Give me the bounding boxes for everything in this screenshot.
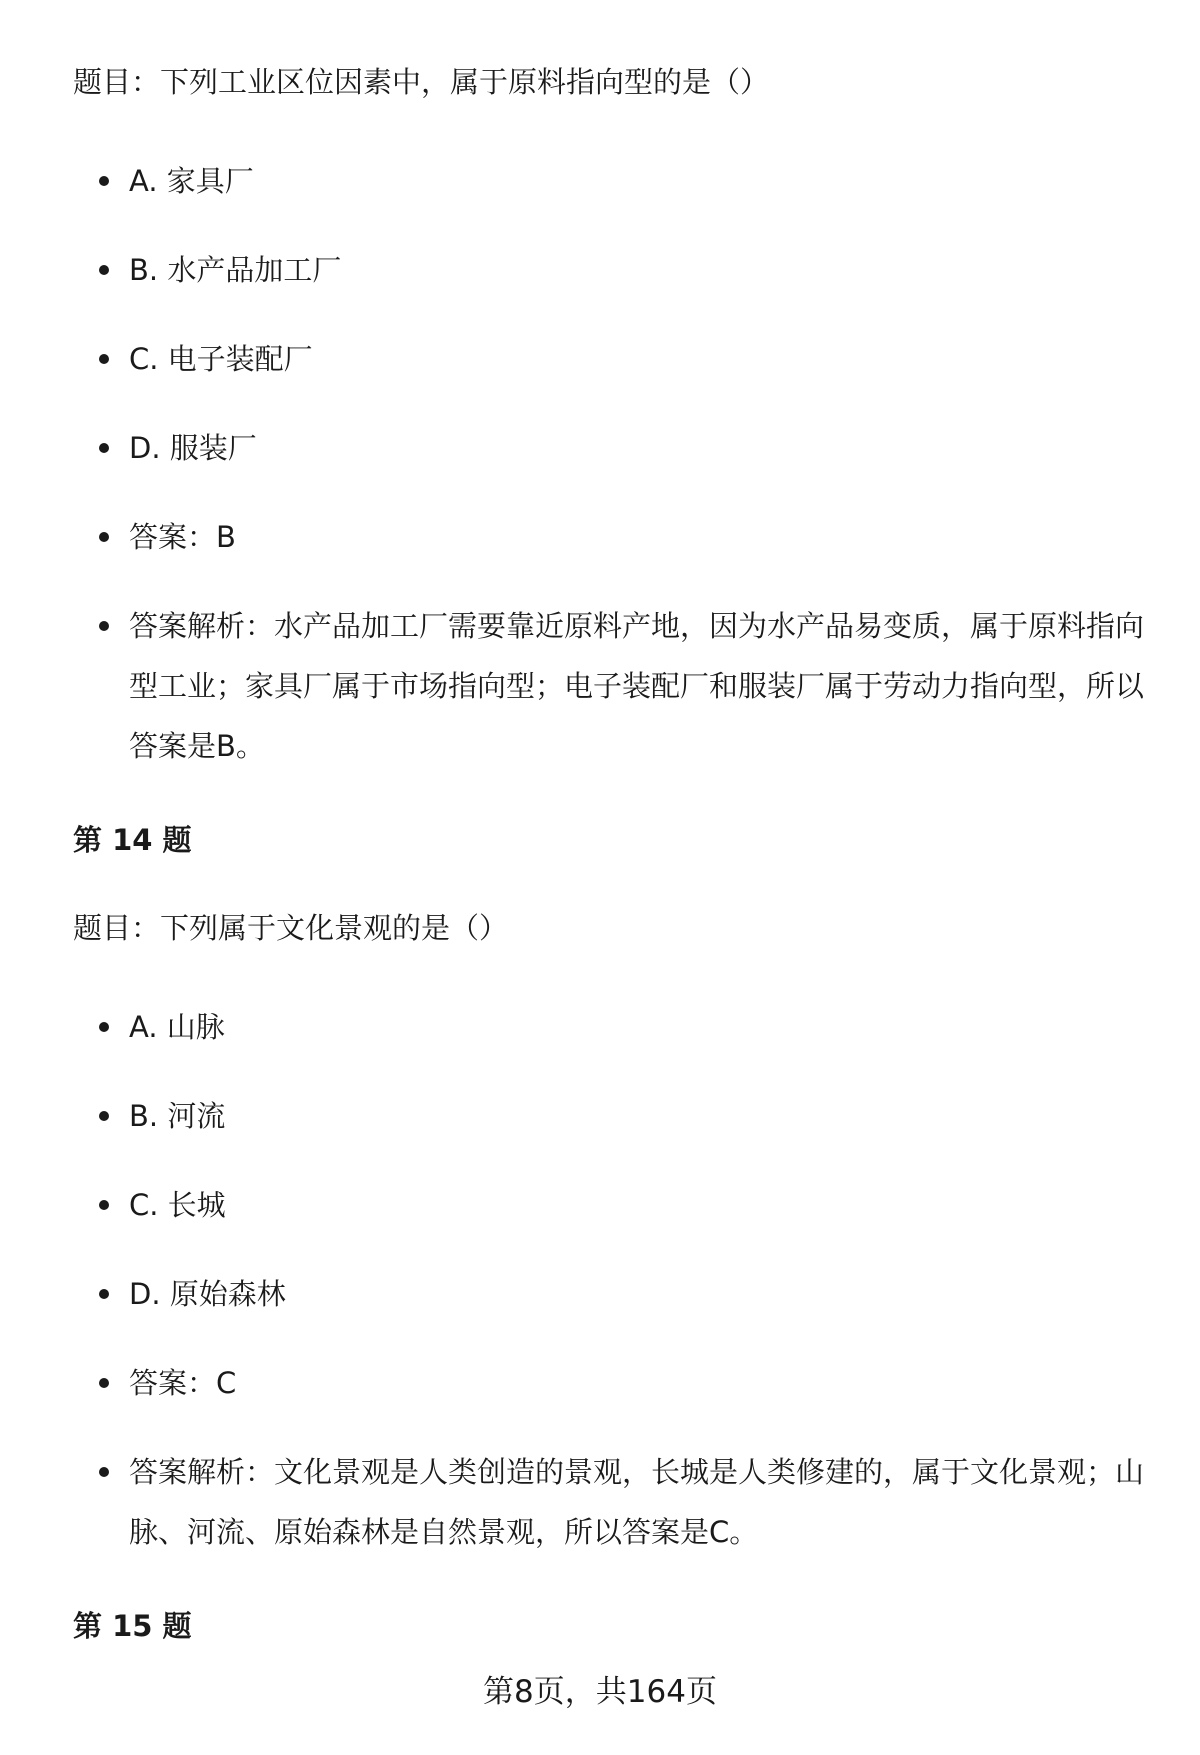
option-c: C. 电子装配厂 [73,329,1153,389]
option-list [73,997,1153,1562]
page-number: 第8页，共164页 [483,1674,717,1710]
option-d: D. 服装厂 [73,418,1153,478]
option-a: A. 家具厂 [73,151,1153,211]
question-stem: 题目：下列属于文化景观的是（） [73,911,509,945]
answer-explanation: 答案解析：水产品加工厂需要靠近原料产地，因为水产品易变质，属于原料指向型工业；家具厂属于市场指向型；电子装配厂和服装厂属于劳动力指向型，所以答案是B。 [73,596,1153,776]
option-a: A. 山脉 [73,997,1153,1057]
question-heading: 第 14 题 [73,823,192,857]
option-c: C. 长城 [73,1175,1153,1235]
option-b: B. 水产品加工厂 [73,240,1153,300]
option-list [73,151,1153,776]
question-stem: 题目：下列工业区位因素中，属于原料指向型的是（） [73,65,770,99]
option-d: D. 原始森林 [73,1264,1153,1324]
answer-explanation: 答案解析：文化景观是人类创造的景观，长城是人类修建的，属于文化景观；山脉、河流、原始森林是自然景观，所以答案是C。 [73,1442,1153,1562]
option-b: B. 河流 [73,1086,1153,1146]
answer: 答案：C [73,1353,1153,1413]
document-page [73,62,1153,1694]
question-heading: 第 15 题 [73,1609,192,1643]
answer: 答案：B [73,507,1153,567]
